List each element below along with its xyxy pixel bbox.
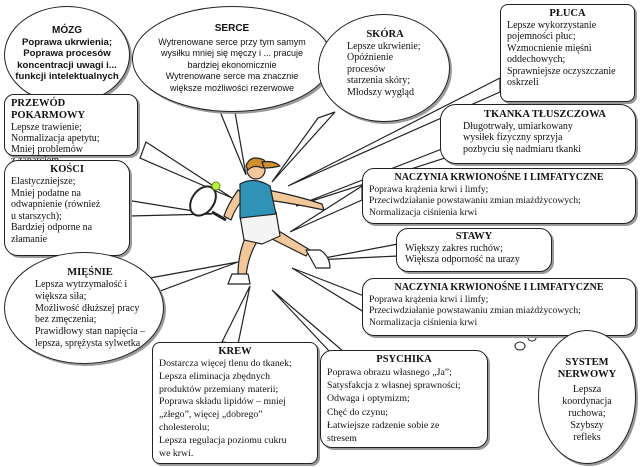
skora-line: Lepsze ukrwienie; bbox=[347, 41, 421, 52]
krew-line: Lepsza eliminacja zbędnych bbox=[159, 370, 270, 382]
przewod-box bbox=[4, 94, 138, 156]
kosci-line: Elastyczniejsze; bbox=[11, 176, 76, 187]
nerwowy-cloud bbox=[538, 330, 636, 464]
skora-cloud bbox=[318, 14, 450, 122]
naczynia1-box bbox=[362, 168, 636, 224]
naczynia2-line: Przeciwdziałanie powstawaniu zmian miażdżycowych; bbox=[369, 305, 581, 317]
skora-connector bbox=[272, 112, 335, 182]
miesnie-line: Lepsza wytrzymałość i bbox=[35, 279, 128, 290]
miesnie-connector bbox=[150, 262, 238, 294]
psychika-line: stresem bbox=[327, 433, 357, 445]
psychika-title: PSYCHIKA bbox=[376, 354, 432, 365]
nerwowy-line: koordynacja bbox=[562, 396, 612, 407]
stawy-title: STAWY bbox=[455, 231, 493, 242]
serce-line: wysiłku mniej się męczy i ... pracuje bbox=[160, 48, 304, 59]
naczynia2-connector bbox=[292, 268, 364, 312]
mozg-cloud bbox=[4, 6, 130, 104]
psychika-line: Odwaga i optymizm; bbox=[327, 393, 410, 405]
skora-line: Młodszy wygląd bbox=[347, 86, 414, 98]
krew-line: „złego”, więcej „dobrego” bbox=[159, 409, 263, 421]
pluca-line: oskrzeli bbox=[507, 77, 539, 89]
nerwowy-line: refleks bbox=[573, 432, 601, 443]
kosci-line: Mniej podatne na bbox=[11, 187, 81, 199]
pluca-line: Sprawniejsze oczyszczanie bbox=[507, 65, 616, 77]
naczynia2-title: NACZYNIA KRWIONOŚNE I LIMFATYCZNE bbox=[394, 282, 604, 293]
przewod-line: Lepsze trawienie; bbox=[11, 122, 82, 133]
naczynia1-line: Przeciwdziałanie powstawaniu zmian miażdżycowych; bbox=[369, 195, 581, 207]
psychika-line: Łatwiejsze radzenie sobie ze bbox=[327, 419, 440, 431]
naczynia1-title: NACZYNIA KRWIONOŚNE I LIMFATYCZNE bbox=[394, 172, 604, 183]
psychika-box bbox=[320, 350, 488, 448]
tkanka-line: pozbyciu się nadmiaru tkanki bbox=[463, 143, 582, 155]
miesnie-line: lepsza, sprężysta sylwetka bbox=[35, 337, 141, 349]
krew-line: cholesterolu; bbox=[159, 421, 210, 433]
nerwowy-line: Lepsza bbox=[572, 384, 602, 395]
stawy-box bbox=[396, 228, 552, 272]
skora-line: Opóźnienie bbox=[347, 52, 394, 64]
nerwowy-line: Szybszy bbox=[570, 420, 604, 431]
mozg-line: funkcji intelektualnych bbox=[15, 70, 119, 82]
krew-line: Lepsza regulacja poziomu cukru bbox=[159, 434, 287, 446]
serce-line: większe możliwości rezerwowe bbox=[169, 82, 295, 93]
krew-connector bbox=[222, 286, 250, 344]
tkanka-title: TKANKA TŁUSZCZOWA bbox=[483, 109, 607, 120]
nerwowy-title-line: NERWOWY bbox=[557, 369, 617, 380]
przewod-title: PRZEWÓD POKARMOWY bbox=[11, 98, 86, 121]
przewod-line: Mniej problemów bbox=[11, 144, 83, 155]
psychika-line: Chęć do czynu; bbox=[327, 406, 388, 418]
nerwowy-title bbox=[539, 357, 635, 381]
skora-title: SKÓRA bbox=[366, 29, 404, 40]
kosci-line: u starszych); bbox=[11, 210, 62, 222]
serce-line: bardziej ekonomicznie bbox=[187, 59, 277, 70]
serce-cloud bbox=[132, 6, 332, 112]
krew-line: we krwi. bbox=[159, 447, 194, 459]
stawy-line: Większa odporność na urazy bbox=[405, 254, 520, 266]
naczynia2-box bbox=[362, 278, 636, 336]
tkanka-line: wysiłek fizyczny sprzyja bbox=[463, 132, 563, 144]
naczynia1-line: Poprawa krążenia krwi i limfy; bbox=[369, 184, 489, 195]
psychika-line: Satysfakcja z własnej sprawności; bbox=[327, 380, 461, 392]
nerwowy-title-line: SYSTEM bbox=[565, 357, 609, 368]
kosci-title: KOŚCI bbox=[50, 164, 84, 175]
naczynia1-connector bbox=[290, 186, 362, 232]
krew-title: KREW bbox=[218, 346, 252, 357]
serce-title: SERCE bbox=[214, 23, 250, 34]
tkanka-line: Długotrwały, umiarkowany bbox=[463, 121, 573, 132]
naczynia2-line: Normalizacja ciśnienia krwi bbox=[369, 316, 478, 328]
krew-line: Poprawa składu lipidów – mniej bbox=[159, 396, 286, 408]
krew-line: produktów przemiany materii; bbox=[159, 383, 279, 395]
miesnie-line: Prawidłowy stan napięcia – bbox=[35, 326, 146, 338]
tennis-ball-icon bbox=[212, 182, 220, 190]
krew-box bbox=[152, 342, 318, 464]
tkanka-box bbox=[440, 104, 636, 164]
mozg-line: Poprawa procesów bbox=[23, 48, 111, 60]
miesnie-line: bez zmęczenia; bbox=[35, 314, 97, 326]
kosci-line: złamanie bbox=[11, 233, 48, 245]
naczynia2-line: Poprawa krążenia krwi i limfy; bbox=[369, 294, 489, 305]
krew-line: Dostarcza więcej tlenu do tkanek; bbox=[159, 358, 292, 369]
mozg-line: koncentracji uwagi i... bbox=[17, 59, 117, 71]
pluca-line: oddechowych; bbox=[507, 54, 566, 66]
naczynia1-line: Normalizacja ciśnienia krwi bbox=[369, 206, 478, 218]
serce-line: Wytrenowane serce ma znacznie bbox=[165, 71, 299, 82]
miesnie-title: MIĘŚNIE bbox=[67, 267, 113, 278]
serce-line: Wytrenowane serce przy tym samym bbox=[158, 37, 306, 47]
miesnie-line: większa siła; bbox=[35, 290, 87, 302]
stawy-line: Większy zakres ruchów; bbox=[405, 243, 503, 254]
mozg-title: MÓZG bbox=[52, 25, 82, 36]
kosci-box bbox=[4, 160, 130, 256]
kosci-line: odwapnienie (również bbox=[11, 199, 101, 211]
nerwowy-line: ruchowa; bbox=[568, 408, 606, 419]
pluca-title: PŁUCA bbox=[549, 8, 586, 19]
thought-bubbles-nerwowy bbox=[515, 335, 536, 350]
przewod-line: Normalizacja apetytu; bbox=[11, 133, 100, 144]
mozg-line: Poprawa ukrwienia; bbox=[21, 37, 113, 48]
pluca-line: Lepsze wykorzystanie bbox=[507, 20, 597, 31]
kosci-line: Bardziej odporne na bbox=[11, 222, 93, 234]
pluca-line: Wzmocnienie mięśni bbox=[507, 42, 592, 54]
pluca-box bbox=[500, 4, 635, 102]
skora-line: starzenia skóry; bbox=[347, 75, 411, 87]
skora-line: procesów bbox=[347, 63, 386, 75]
miesnie-cloud bbox=[4, 252, 164, 364]
miesnie-line: Możliwość dłuższej pracy bbox=[35, 302, 140, 314]
pluca-line: pojemności płuc; bbox=[507, 31, 576, 43]
psychika-line: Poprawa obrazu własnego „Ja”; bbox=[327, 367, 452, 378]
